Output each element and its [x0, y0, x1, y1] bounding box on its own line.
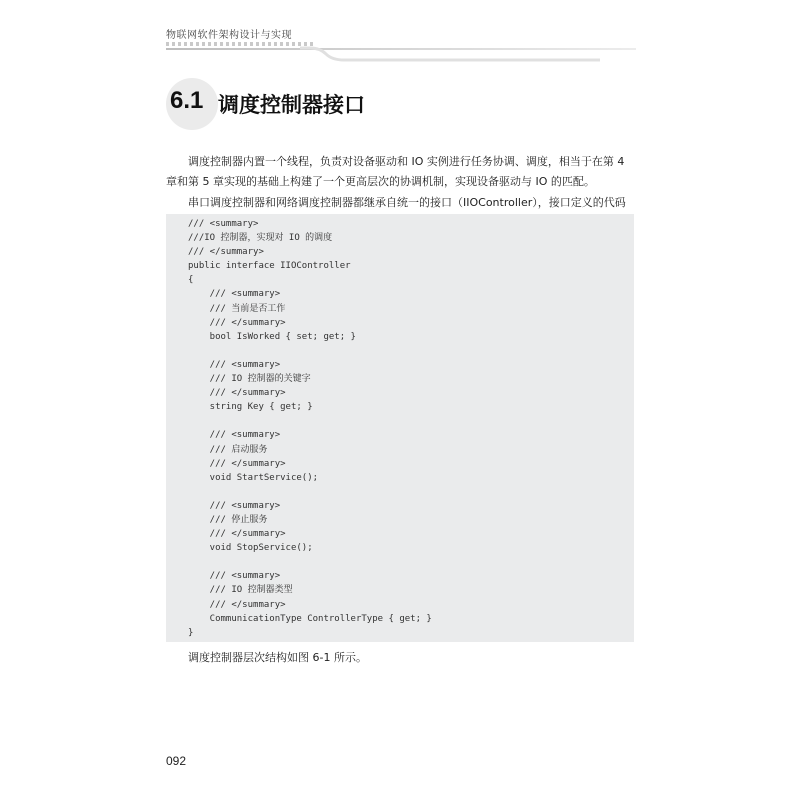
code-line: /// <summary>: [188, 359, 281, 370]
code-line: /// </summary>: [188, 599, 286, 610]
code-line: bool IsWorked { set; get; }: [188, 331, 356, 342]
code-line: /// IO 控制器的关键字: [188, 374, 311, 385]
code-line: CommunicationType ControllerType { get; }: [188, 613, 432, 624]
page-number: 092: [166, 754, 187, 768]
code-line: /// </summary>: [188, 388, 286, 399]
section-number: 6.1: [170, 87, 204, 114]
code-line: /// </summary>: [188, 458, 286, 469]
code-line: void StopService();: [188, 543, 313, 554]
header-swoosh-decoration: [300, 40, 600, 62]
paragraph-interface: 串口调度控制器和网络调度控制器都继承自统一的接口（IIOController），接口定义的代码: [188, 196, 626, 209]
code-line: [188, 414, 432, 428]
code-line: string Key { get; }: [188, 402, 313, 413]
code-line: public interface IIOController: [188, 261, 351, 272]
code-line: {: [188, 275, 194, 286]
code-line: /// <summary>: [188, 289, 281, 300]
code-line: /// 启动服务: [188, 444, 268, 455]
header-dotted-rule: [166, 42, 316, 46]
paragraph-intro: 调度控制器内置一个线程，负责对设备驱动和 IO 实例进行任务协调、调度，相当于在第 4 章和第 5 章实现的基础上构建了一个更高层次的协调机制，实现设备驱动与 IO 的匹配。: [166, 155, 625, 188]
code-line: /// </summary>: [188, 529, 286, 540]
code-line: /// <summary>: [188, 430, 281, 441]
code-line: /// </summary>: [188, 247, 264, 258]
running-header: 物联网软件架构设计与实现: [166, 30, 292, 41]
code-line: /// 当前是否工作: [188, 303, 286, 314]
code-line: /// <summary>: [188, 500, 281, 511]
code-line: [188, 555, 432, 569]
code-line: /// <summary>: [188, 571, 281, 582]
code-lines: [188, 217, 432, 640]
code-line: }: [188, 627, 194, 638]
paragraph-figure-ref: 调度控制器层次结构如图 6-1 所示。: [188, 651, 367, 664]
code-line: /// <summary>: [188, 219, 259, 229]
code-line: void StartService();: [188, 472, 319, 483]
code-line: [188, 344, 432, 358]
section-title: 调度控制器接口: [218, 93, 365, 117]
code-line: /// 停止服务: [188, 514, 268, 525]
code-line: /// </summary>: [188, 317, 286, 328]
code-line: ///IO 控制器，实现对 IO 的调度: [188, 233, 333, 244]
code-block: [166, 214, 634, 642]
code-line: [188, 485, 432, 499]
code-line: /// IO 控制器类型: [188, 585, 293, 596]
